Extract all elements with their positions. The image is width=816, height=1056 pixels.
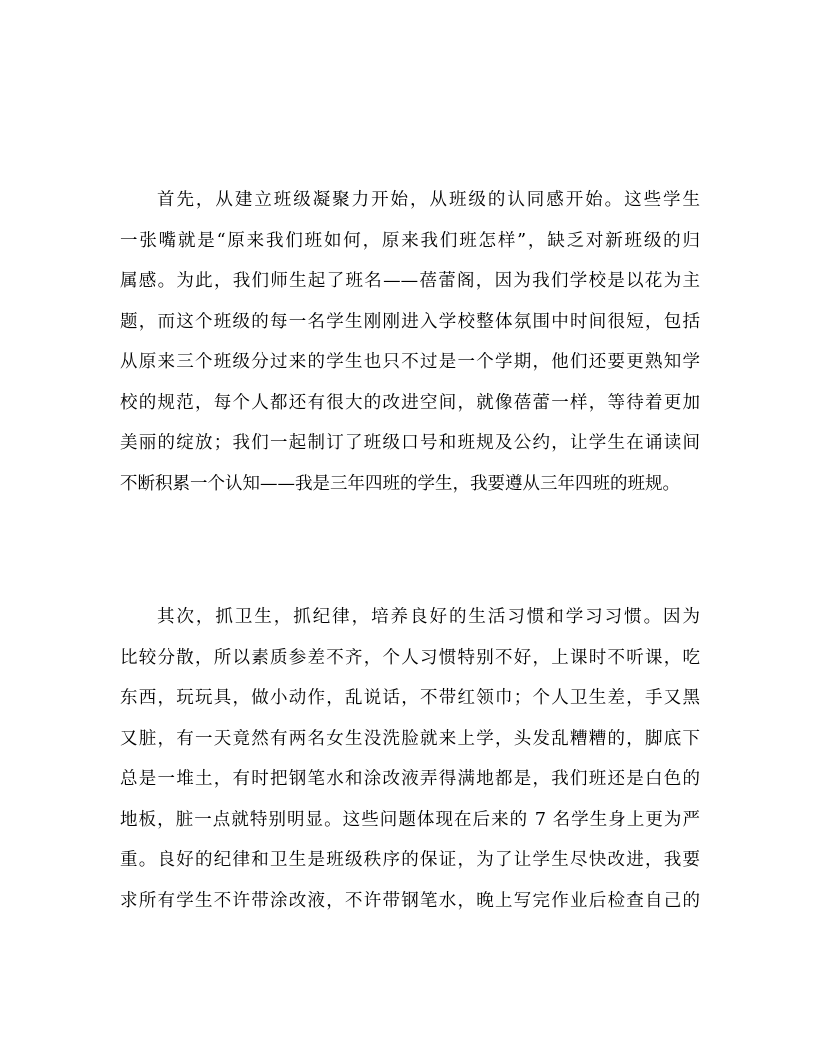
text-line: 总是一堆土，有时把钢笔水和涂改液弄得满地都是，我们班还是白色的 [120,769,700,789]
text-line: 比较分散，所以素质参差不齐，个人习惯特别不好，上课时不听课，吃 [120,647,700,668]
text-line: 题，而这个班级的每一名学生刚刚进入学校整体氛围中时间很短，包括 [120,311,700,332]
text-line: 不断积累一个认知——我是三年四班的学生，我要遵从三年四班的班规。 [120,473,680,494]
text-line: 又脏，有一天竟然有两名女生没洗脸就来上学，头发乱糟糟的，脚底下 [120,728,700,749]
text-line: 美丽的绽放；我们一起制订了班级口号和班规及公约，让学生在诵读间 [120,433,700,453]
text-line: 其次，抓卫生，抓纪律，培养良好的生活习惯和学习习惯。因为 [157,607,700,627]
text-line: 首先，从建立班级凝聚力开始，从班级的认同感开始。这些学生 [157,190,700,210]
paragraph-hygiene-discipline [120,597,700,921]
text-line: 校的规范，每个人都还有很大的改进空间，就像蓓蕾一样，等待着更加 [120,392,700,413]
text-line: 求所有学生不许带涂改液，不许带钢笔水，晚上写完作业后检查自己的 [120,890,700,911]
text-line: 从原来三个班级分过来的学生也只不过是一个学期，他们还要更熟知学 [120,352,700,372]
text-line: 一张嘴就是“原来我们班如何，原来我们班怎样”，缺乏对新班级的归 [120,230,700,251]
text-line: 重。良好的纪律和卫生是班级秩序的保证，为了让学生尽快改进，我要 [120,850,700,870]
text-line: 东西，玩玩具，做小动作，乱说话，不带红领巾；个人卫生差，手又黑 [120,688,700,708]
text-line: 地板，脏一点就特别明显。这些问题体现在后来的 7 名学生身上更为严 [120,809,700,830]
text-line: 属感。为此，我们师生起了班名——蓓蕾阁，因为我们学校是以花为主 [120,271,700,291]
paragraph-class-cohesion [120,180,700,504]
